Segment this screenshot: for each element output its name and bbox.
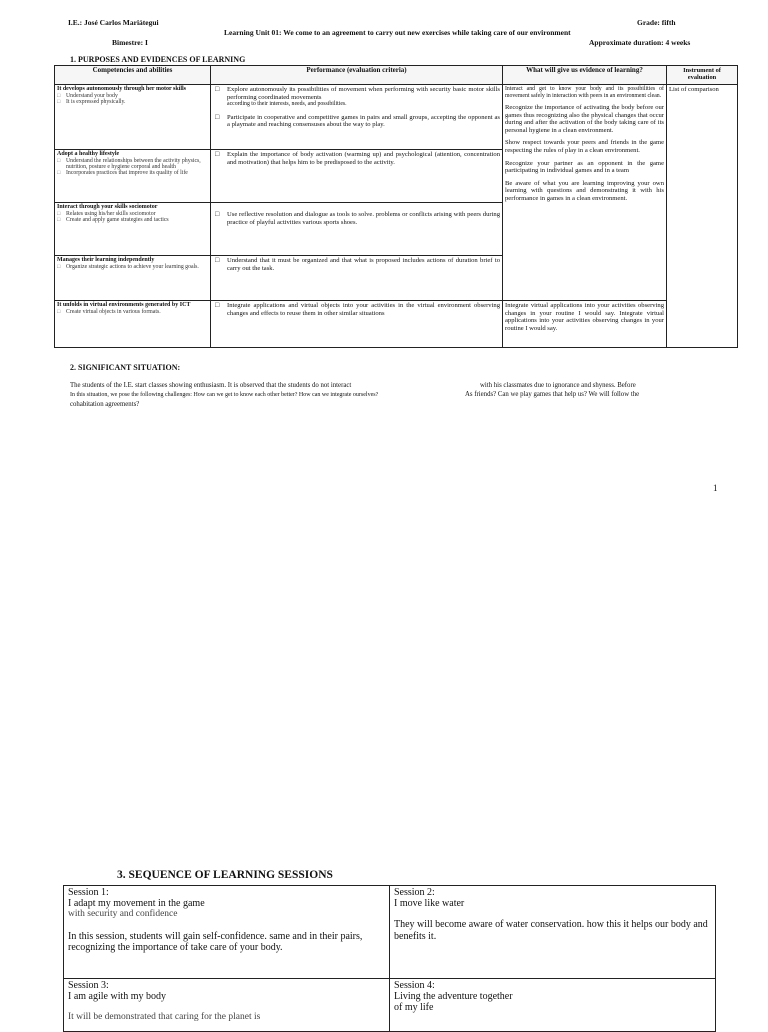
session-subtitle: of my life <box>394 1002 434 1014</box>
competency-title: Manages their learning independently <box>57 257 155 263</box>
session-body: In this session, students will gain self-confidence. same and in their pairs, recognizing the importance of take care of your body. <box>68 930 363 953</box>
session-label: Session 1: <box>68 887 109 898</box>
evidence-cell <box>503 301 667 348</box>
performance-cell <box>211 203 503 256</box>
evidence-item: Recognize your partner as an opponent in the game participating in individual games and in a team <box>505 159 664 175</box>
session-title: I am agile with my body <box>68 991 167 1003</box>
performance-cell <box>211 150 503 203</box>
sessions-table <box>63 885 716 1032</box>
session-title: Living the adventure together <box>394 991 513 1003</box>
section2-title: 2. SIGNIFICANT SITUATION: <box>70 363 181 372</box>
situation-text: In this situation, we pose the following challenges: How can we get to know each other better? How can we integrate ourselves? <box>70 392 379 398</box>
purposes-table <box>54 65 738 348</box>
section3-title: 3. SEQUENCE OF LEARNING SESSIONS <box>117 869 333 881</box>
ability-item: □ Create and apply game strategies and tactics <box>57 217 208 223</box>
competency-cell <box>55 301 211 348</box>
checkbox-glyph-icon: □ <box>215 301 220 309</box>
column-header: Competencies and abilities <box>55 66 211 85</box>
situation-text: with his classmates due to ignorance and shyness. Before <box>480 382 636 389</box>
evidence-cell <box>503 85 667 301</box>
table-row <box>64 886 716 979</box>
bimester-label: Bimestre: I <box>112 38 148 47</box>
performance-item <box>213 257 500 272</box>
ability-item: □ Incorporates practices that improve its quality of life <box>57 170 208 176</box>
performance-note: according to their interests, needs, and possibilities. <box>227 101 347 108</box>
unit-title: Learning Unit 01: We come to an agreement to carry out new exercises while taking care of our environment <box>224 28 571 37</box>
performance-item <box>213 114 500 129</box>
instrument-cell <box>667 85 738 348</box>
competency-cell <box>55 150 211 203</box>
checkbox-glyph-icon: □ <box>215 256 220 264</box>
instrument-text: List of comparison <box>669 86 719 93</box>
situation-text: cohabitation agreements? <box>70 401 140 408</box>
performance-item <box>213 86 500 108</box>
evidence-item: Recognize the importance of activating the body before our games thus recognizing also the physical changes that occur during and after the activation of the body taking care of its personal hygiene in a clean environment. <box>505 104 664 134</box>
competency-cell <box>55 85 211 150</box>
performance-cell <box>211 85 503 150</box>
performance-cell <box>211 301 503 348</box>
session-cell <box>64 886 390 979</box>
section1-title: 1. PURPOSES AND EVIDENCES OF LEARNING <box>70 55 246 64</box>
school-name: I.E.: José Carlos Mariátegui <box>68 18 159 27</box>
checkbox-glyph-icon: □ <box>215 112 220 121</box>
performance-item <box>213 211 500 226</box>
performance-item <box>213 302 500 317</box>
evidence-item: Be aware of what you are learning improving your own learning with questions and demonstrating it with his performance in games in a clean environment. <box>505 179 664 202</box>
evidence-item: Show respect towards your peers and friends in the game respecting the rules of play in a clean environment. <box>505 139 664 154</box>
ability-item: □ Create virtual objects in various formats. <box>57 309 208 315</box>
grade-label: Grade: fifth <box>637 18 676 27</box>
session-label: Session 4: <box>394 980 435 991</box>
page-number: 1 <box>713 483 718 493</box>
performance-text: Use reflective resolution and dialogue as tools to solve. problems or conflicts arising with peers during practice of playful activities various sports shoes. <box>227 211 500 226</box>
situation-text: As friends? Can we play games that help us? We will follow the <box>465 391 640 398</box>
table-header-row <box>55 66 738 85</box>
performance-text: Understand that it must be organized and that what is proposed includes actions of duration brief to carry out the task. <box>227 257 500 272</box>
session-label: Session 2: <box>394 887 435 898</box>
competency-cell <box>55 256 211 301</box>
ability-item: □ Organize strategic actions to achieve your learning goals. <box>57 264 208 270</box>
performance-text: Integrate applications and virtual objects into your activities in the virtual environment observing changes and effects to reuse them in other similar situations <box>227 302 500 317</box>
evidence-item: Interact and get to know your body and its possibilities of movement safely in interaction with peers in an environment clean. <box>505 86 664 99</box>
performance-text: Explore autonomously its possibilities of movement when performing with security basic motor skills performing coordinated movements <box>227 86 500 101</box>
ability-item: □ Understand the relationships between the activity physics, nutrition, posture e hygiene corporal and health <box>57 158 208 171</box>
column-header: Performance (evaluation criteria) <box>211 66 503 85</box>
checkbox-glyph-icon: □ <box>215 150 220 158</box>
table-row <box>55 85 738 150</box>
ability-item: □ Relates using his/her skills sociomotor <box>57 211 208 217</box>
ability-item: □ Understand your body <box>57 93 208 99</box>
table-row <box>55 301 738 348</box>
session-label: Session 3: <box>68 980 109 991</box>
column-header: What will give us evidence of learning? <box>503 66 667 85</box>
competency-title: Interact through your skills sociomotor <box>57 204 158 210</box>
session-subtitle: with security and confidence <box>68 909 178 920</box>
session-cell <box>390 886 716 979</box>
competency-title: Adopt a healthy lifestyle <box>57 151 120 157</box>
session-title: I adapt my movement in the game <box>68 898 205 910</box>
checkbox-glyph-icon: □ <box>215 210 220 218</box>
column-header: Instrument of evaluation <box>667 66 738 85</box>
performance-item <box>213 151 500 166</box>
competency-title: It develops autonomously through her motor skills <box>57 86 187 92</box>
checkbox-glyph-icon: □ <box>215 85 220 93</box>
situation-text: The students of the I.E. start classes showing enthusiasm. It is observed that the students do not interact <box>70 382 352 389</box>
session-body: It will be demonstrated that caring for the planet is <box>68 1012 261 1023</box>
ability-item: □ It is expressed physically. <box>57 99 208 105</box>
duration-label: Approximate duration: 4 weeks <box>589 38 691 47</box>
session-title: I move like water <box>394 898 465 910</box>
competency-title: It unfolds in virtual environments generated by ICT <box>57 302 191 308</box>
competency-cell <box>55 203 211 256</box>
performance-text: Explain the importance of body activation (warming up) and psychological (attention, concentration and motivation) that helps him to be predisposed to the activity. <box>227 151 500 166</box>
performance-text: Participate in cooperative and competitive games in pairs and small groups, accepting the opponent as a playmate and reaching consensuses about the way to play. <box>227 113 500 129</box>
session-body: They will become aware of water conservation. how this it helps our body and benefits it. <box>394 919 708 942</box>
evidence-item: Integrate virtual applications into your activities observing changes in your routine I would say. Integrate virtual applications into your activities observing changes in your routine I would say. <box>505 302 664 332</box>
performance-cell <box>211 256 503 301</box>
